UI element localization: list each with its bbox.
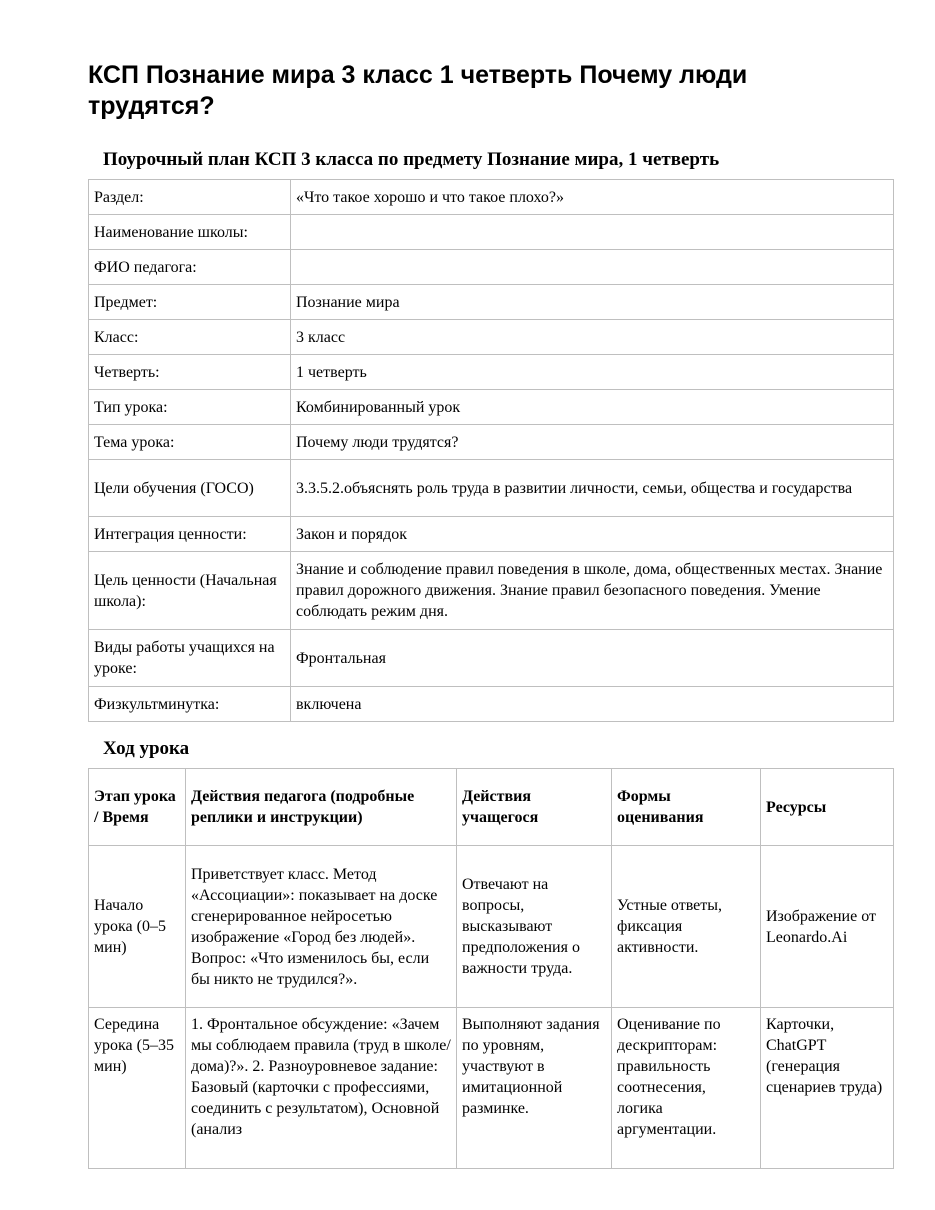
document-title: КСП Познание мира 3 класс 1 четверть Почему люди трудятся? [88,61,748,120]
info-label: Тема урока: [89,425,291,460]
info-label: ФИО педагога: [89,250,291,285]
resources-cell: Изображение от Leonardo.Ai [761,846,894,1008]
column-header-teacher-actions: Действия педагога (подробные реплики и инструкции) [186,769,457,846]
info-value: Фронтальная [291,630,894,687]
info-label: Цель ценности (Начальная школа): [89,552,291,630]
table-row [89,517,894,552]
lesson-flow-table [88,768,894,1169]
table-row [89,1008,894,1169]
table-row [89,180,894,215]
info-label: Тип урока: [89,390,291,425]
info-value: Знание и соблюдение правил поведения в школе, дома, общественных местах. Знание правил дорожного движения. Знание правил безопасного поведения. Умение соблюдать режим дня. [291,552,894,630]
info-label: Физкультминутка: [89,687,291,722]
info-value: Познание мира [291,285,894,320]
assessment-cell: Устные ответы, фиксация активности. [612,846,761,1008]
table-row [89,285,894,320]
plan-heading: Поурочный план КСП 3 класса по предмету Познание мира, 1 четверть [103,149,720,170]
info-value: Почему люди трудятся? [291,425,894,460]
info-label: Класс: [89,320,291,355]
column-header-resources: Ресурсы [761,769,894,846]
document-page [88,0,893,1169]
column-header-stage: Этап урока / Время [89,769,186,846]
stage-cell: Начало урока (0–5 мин) [89,846,186,1008]
table-row [89,460,894,517]
course-heading: Ход урока [103,738,190,759]
info-value: Закон и порядок [291,517,894,552]
column-header-assessment: Формы оценивания [612,769,761,846]
resources-cell: Карточки, ChatGPT (генерация сценариев труда) [761,1008,894,1169]
table-row [89,320,894,355]
lesson-info-table [88,179,894,722]
info-label: Интеграция ценности: [89,517,291,552]
info-value: 3 класс [291,320,894,355]
table-row [89,687,894,722]
stage-cell: Середина урока (5–35 мин) [89,1008,186,1169]
student-actions-cell: Выполняют задания по уровням, участвуют в имитационной разминке. [457,1008,612,1169]
table-header-row [89,769,894,846]
info-label: Виды работы учащихся на уроке: [89,630,291,687]
table-row [89,250,894,285]
teacher-actions-cell: Приветствует класс. Метод «Ассоциации»: показывает на доске сгенерированное нейросетью изображение «Город без людей». Вопрос: «Что изменилось бы, если бы никто не трудился?». [186,846,457,1008]
column-header-student-actions: Действия учащегося [457,769,612,846]
info-value: 1 четверть [291,355,894,390]
info-value: включена [291,687,894,722]
info-value: 3.3.5.2.объяснять роль труда в развитии личности, семьи, общества и государства [291,460,894,517]
info-label: Раздел: [89,180,291,215]
info-label: Наименование школы: [89,215,291,250]
student-actions-cell: Отвечают на вопросы, высказывают предположения о важности труда. [457,846,612,1008]
teacher-actions-text: 1. Фронтальное обсуждение: «Зачем мы соблюдаем правила (труд в школе/дома)?». 2. Разноуровневое задание: Базовый (карточки с профессиями, соединить с результатом), Основной (анализ [191,1016,451,1138]
info-value: «Что такое хорошо и что такое плохо?» [291,180,894,215]
info-label: Четверть: [89,355,291,390]
info-value: Комбинированный урок [291,390,894,425]
info-label: Цели обучения (ГОСО) [89,460,291,517]
table-row [89,390,894,425]
info-label: Предмет: [89,285,291,320]
info-value [291,250,894,285]
info-value [291,215,894,250]
table-row [89,215,894,250]
assessment-cell: Оценивание по дескрипторам: правильность соотнесения, логика аргументации. [612,1008,761,1169]
teacher-actions-cell [186,1008,457,1169]
table-row [89,355,894,390]
table-row [89,846,894,1008]
table-row [89,630,894,687]
table-row [89,425,894,460]
table-row [89,552,894,630]
